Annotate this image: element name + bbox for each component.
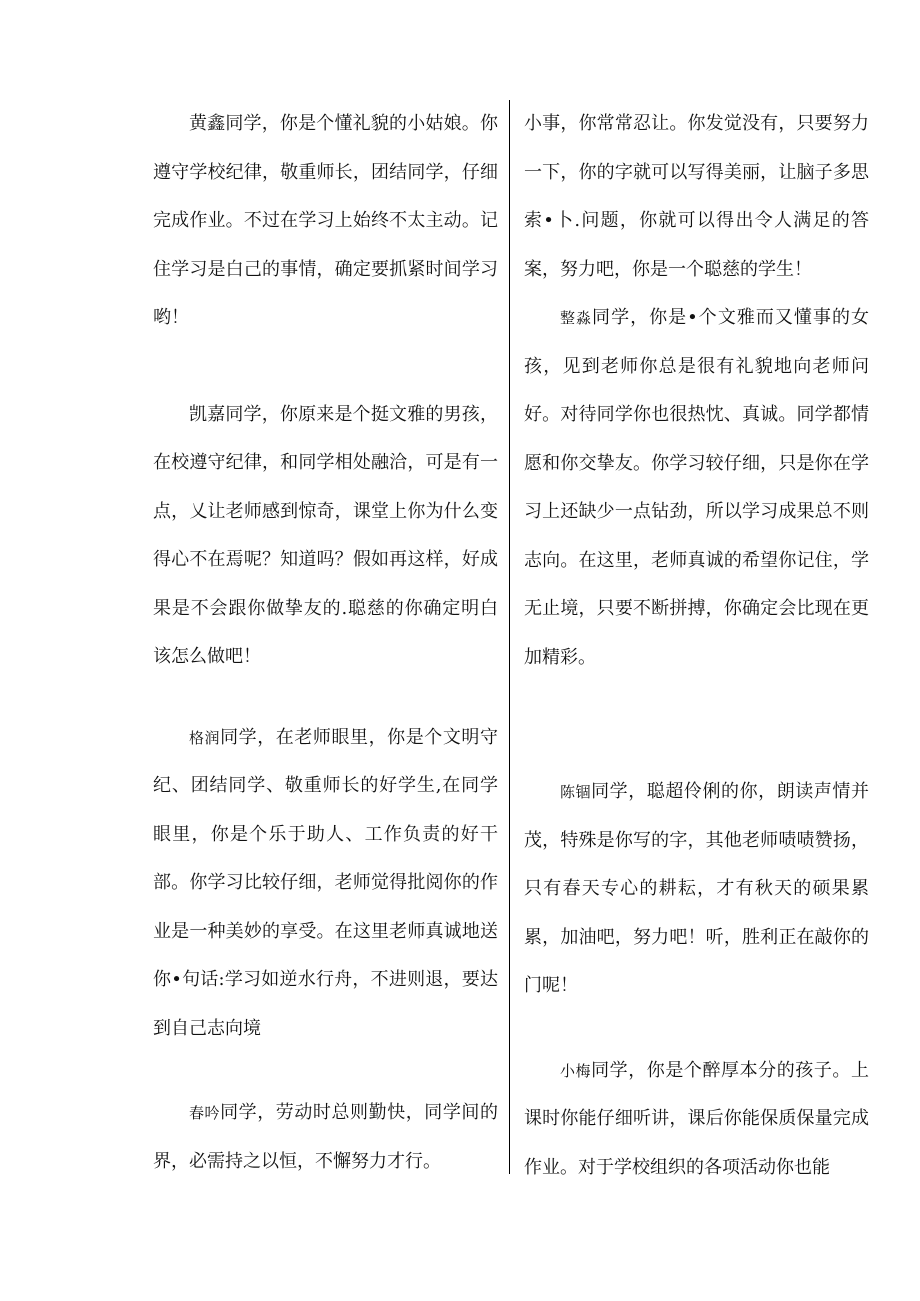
comment-paragraph-zhengmiao: 整淼同学，你是•个文雅而又懂事的女孩，见到老师你总是很有礼貌地向老师问好。对待同学你也很热忱、真诚。同学都情愿和你交挚友。你学习较仔细，只是你在学习上还缺少一点钻劲，所以学习成果总不则志向。在这里，老师真诚的希望你记住，学无止境，只要不断拼搏，你确定会比现在更加精彩。	[524, 307, 869, 668]
comment-paragraph-chengu: 陈锢同学，聪超伶俐的你，朗读声情并茂，特殊是你写的字，其他老师啧啧赞扬，只有春天专心的耕耘，才有秋天的硕果累累，加油吧，努力吧！听，胜利正在敲你的门呢！	[524, 781, 869, 996]
right-column	[524, 100, 869, 1192]
student-name: 整淼	[560, 309, 593, 327]
column-divider	[509, 100, 510, 1174]
comment-paragraph-continued: 小事，你常常忍让。你发觉没有，只要努力一下，你的字就可以写得美丽，让脑子多思索•卜.问题，你就可以得出令人满足的答案，努力吧，你是一个聪慈的学生！	[524, 113, 869, 280]
left-column	[153, 100, 498, 1186]
comment-paragraph-huangxin: 黄鑫同学，你是个懂礼貌的小姑娘。你遵守学校纪律，敬重师长，团结同学，仔细完成作业。不过在学习上始终不太主动。记住学习是白己的事情，确定要抓紧时间学习哟！	[153, 113, 498, 328]
student-name: 格润	[189, 728, 221, 747]
comment-paragraph-chunyin: 春吟同学，劳动时总则勤快，同学间的界，必需持之以恒，不懈努力才行。	[153, 1102, 498, 1172]
comment-paragraph-gerun: 格润同学，在老师眼里，你是个文明守纪、团结同学、敬重师长的好学生,在同学眼里，你是个乐于助人、工作负责的好干部。你学习比较仔细，老师觉得批阅你的作业是一种美妙的享受。在这里老师真诚地送你•句话:学习如逆水行舟，不进则退，要达到自己志向境	[153, 726, 498, 1039]
student-name: 春吟	[189, 1104, 221, 1122]
student-name: 小梅	[560, 1061, 592, 1080]
comment-paragraph-kaijia: 凯嘉同学，你原来是个挺文雅的男孩，在校遵守纪律，和同学相处融洽，可是有一点，乂让老师感到惊奇，课堂上你为什么变得心不在焉呢？知道吗？假如再这样，好成果是不会跟你做挚友的.聪慈的你确定明白该怎么做吧！	[153, 403, 498, 667]
comment-paragraph-xiaomei: 小梅同学，你是个醉厚本分的孩子。上课时你能仔细听讲，课后你能保质保量完成作业。对于学校组织的各项活动你也能	[524, 1059, 869, 1178]
student-name: 陈锢	[560, 783, 592, 801]
